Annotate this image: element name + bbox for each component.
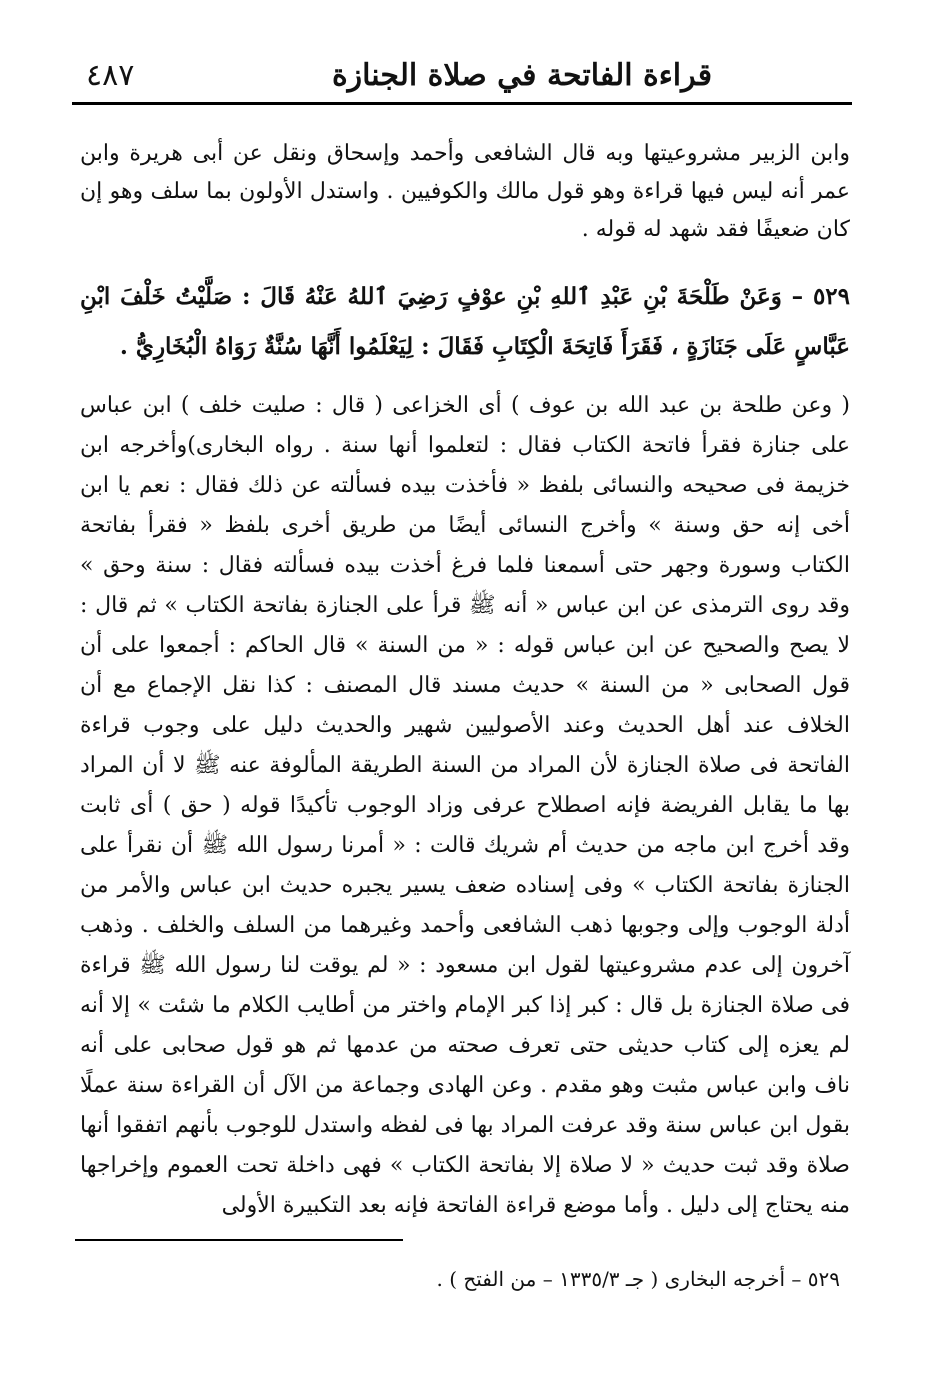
footnote-divider bbox=[75, 1239, 403, 1241]
page-number: ٤٨٧ bbox=[86, 58, 135, 93]
page-header bbox=[72, 52, 852, 105]
hadith-text: ٥٢٩ – وَعَنْ طَلْحَةَ بْنِ عَبْدِ ٱللهِ بْنِ عوْفٍ رَضِيَ ٱللهُ عَنْهُ قَالَ : صَلَّيْتُ خَلْفَ ابْنِ عَبَّاسٍ عَلَى جَنَازَةٍ ، فَقَرَأَ فَاتِحَةَ الْكِتَابِ فَقَالَ : لِيَعْلَمُوا أَنَّهَا سُنَّةٌ رَوَاهُ الْبُخَارِيُّ . bbox=[80, 283, 850, 360]
commentary-paragraph: ( وعن طلحة بن عبد الله بن عوف ) أى الخزاعى ( قال : صليت خلف ) ابن عباس على جنازة فقرأ فاتحة الكتاب فقال : لتعلموا أنها سنة . رواه البخارى)وأخرجه ابن خزيمة فى صحيحه والنسائى بلفظ « فأخذت بيده فسألته عن ذلك فقال : نعم يا ابن أخى إنه حق وسنة » وأخرج النسائى أيضًا من طريق أخرى بلفظ « فقرأ بفاتحة الكتاب وسورة وجهر حتى أسمعنا فلما فرغ أخذت بيده فسألته فقال : سنة وحق » وقد روى الترمذى عن ابن عباس « أنه ﷺ قرأ على الجنازة بفاتحة الكتاب » ثم قال : لا يصح والصحيح عن ابن عباس قوله : « من السنة » قال الحاكم : أجمعوا على أن قول الصحابى « من السنة » حديث مسند قال المصنف : كذا نقل الإجماع مع أن الخلاف عند أهل الحديث وعند الأصوليين شهير والحديث دليل على وجوب قراءة الفاتحة فى صلاة الجنازة لأن المراد من السنة الطريقة المألوفة عنه ﷺ لا أن المراد بها ما يقابل الفريضة فإنه اصطلاح عرفى وزاد الوجوب تأكيدًا قوله ( حق ) أى ثابت وقد أخرج ابن ماجه من حديث أم شريك قالت : « أمرنا رسول الله ﷺ أن نقرأ على الجنازة بفاتحة الكتاب » وفى إسناده ضعف يسير يجبره حديث ابن عباس والأمر من أدلة الوجوب وإلى وجوبها ذهب الشافعى وأحمد وغيرهما من السلف والخلف . وذهب آخرون إلى عدم مشروعيتها لقول ابن مسعود : « لم يوقت لنا رسول الله ﷺ قراءة فى صلاة الجنازة بل قال : كبر إذا كبر الإمام واختر من أطايب الكلام ما شئت » إلا أنه لم يعزه إلى كتاب حديثى حتى تعرف صحته من عدمها ثم هو قول صحابى على أنه ناف وابن عباس مثبت وهو مقدم . وعن الهادى وجماعة من الآل أن القراءة سنة عملًا بقول ابن عباس سنة وقد عرفت المراد بها فى لفظه واستدل للوجوب بأنهم اتفقوا أنها صلاة وقد ثبت حديث « لا صلاة إلا بفاتحة الكتاب » فهى داخلة تحت العموم وإخراجها منه يحتاج إلى دليل . وأما موضع قراءة الفاتحة فإنه بعد التكبيرة الأولى bbox=[80, 393, 850, 1218]
running-title: قراءة الفاتحة في صلاة الجنازة bbox=[331, 58, 713, 93]
intro-paragraph: وابن الزبير مشروعيتها وبه قال الشافعى وأحمد وإسحاق ونقل عن أبى هريرة وابن عمر أنه ليس فيها قراءة وهو قول مالك والكوفيين . واستدل الأولون بما سلف وهو إن كان ضعيفًا فقد شهد له قوله . bbox=[80, 141, 851, 242]
footnote: ٥٢٩ – أخرجه البخارى ( جـ ١٣٣٥/٣ – من الفتح ) . bbox=[436, 1267, 840, 1291]
